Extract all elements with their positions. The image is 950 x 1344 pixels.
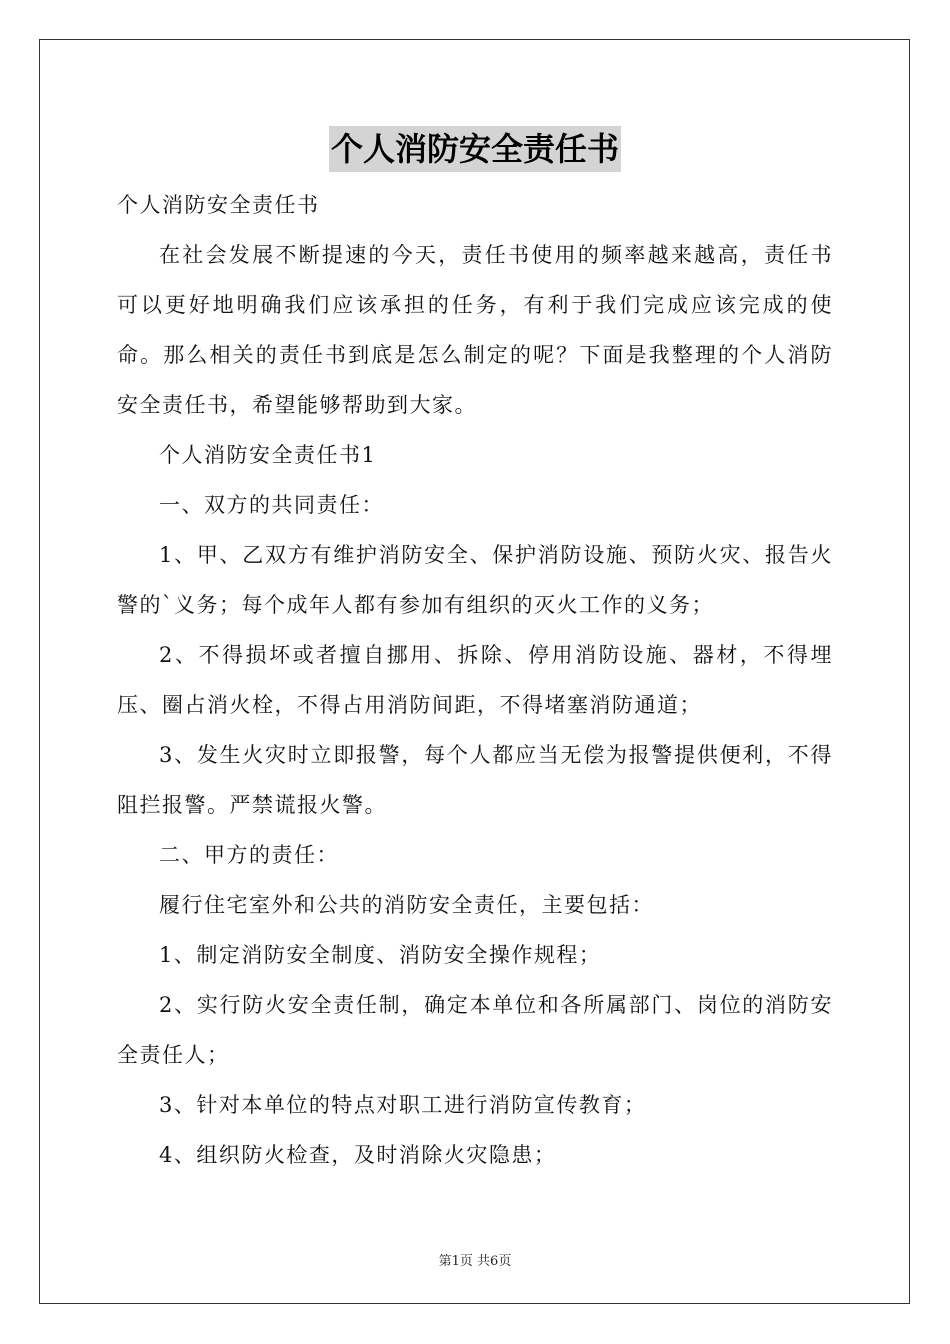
paragraph: 4、组织防火检查，及时消除火灾隐患； [159, 1143, 557, 1167]
paragraph: 3、发生火灾时立即报警，每个人都应当无偿为报警提供便利，不得阻拦报警。严禁谎报火警。 [117, 743, 833, 817]
paragraph: 1、甲、乙双方有维护消防安全、保护消防设施、预防火灾、报告火警的`义务；每个成年人都有参加有组织的灭火工作的义务； [117, 543, 833, 617]
paragraph: 2、实行防火安全责任制，确定本单位和各所属部门、岗位的消防安全责任人； [117, 993, 833, 1067]
paragraph: 个人消防安全责任书1 [159, 443, 377, 467]
paragraph: 3、针对本单位的特点对职工进行消防宣传教育； [159, 1093, 647, 1117]
paragraph: 履行住宅室外和公共的消防安全责任，主要包括： [159, 893, 654, 917]
paragraph: 一、双方的共同责任： [159, 493, 384, 517]
paragraph: 2、不得损坏或者擅自挪用、拆除、停用消防设施、器材，不得埋压、圈占消火栓，不得占用消防间距，不得堵塞消防通道； [117, 643, 833, 717]
page-number-footer: 第1页 共6页 [438, 1254, 512, 1269]
document-title: 个人消防安全责任书 [329, 126, 621, 172]
paragraph: 二、甲方的责任： [159, 843, 339, 867]
paragraph: 1、制定消防安全制度、消防安全操作规程； [159, 943, 602, 967]
title-container [0, 126, 950, 172]
paragraph: 在社会发展不断提速的今天，责任书使用的频率越来越高，责任书可以更好地明确我们应该承担的任务，有利于我们完成应该完成的使命。那么相关的责任书到底是怎么制定的呢？下面是我整理的个人消防安全责任书，希望能够帮助到大家。 [117, 243, 833, 417]
paragraph: 个人消防安全责任书 [117, 193, 320, 217]
document-body [117, 180, 833, 1180]
